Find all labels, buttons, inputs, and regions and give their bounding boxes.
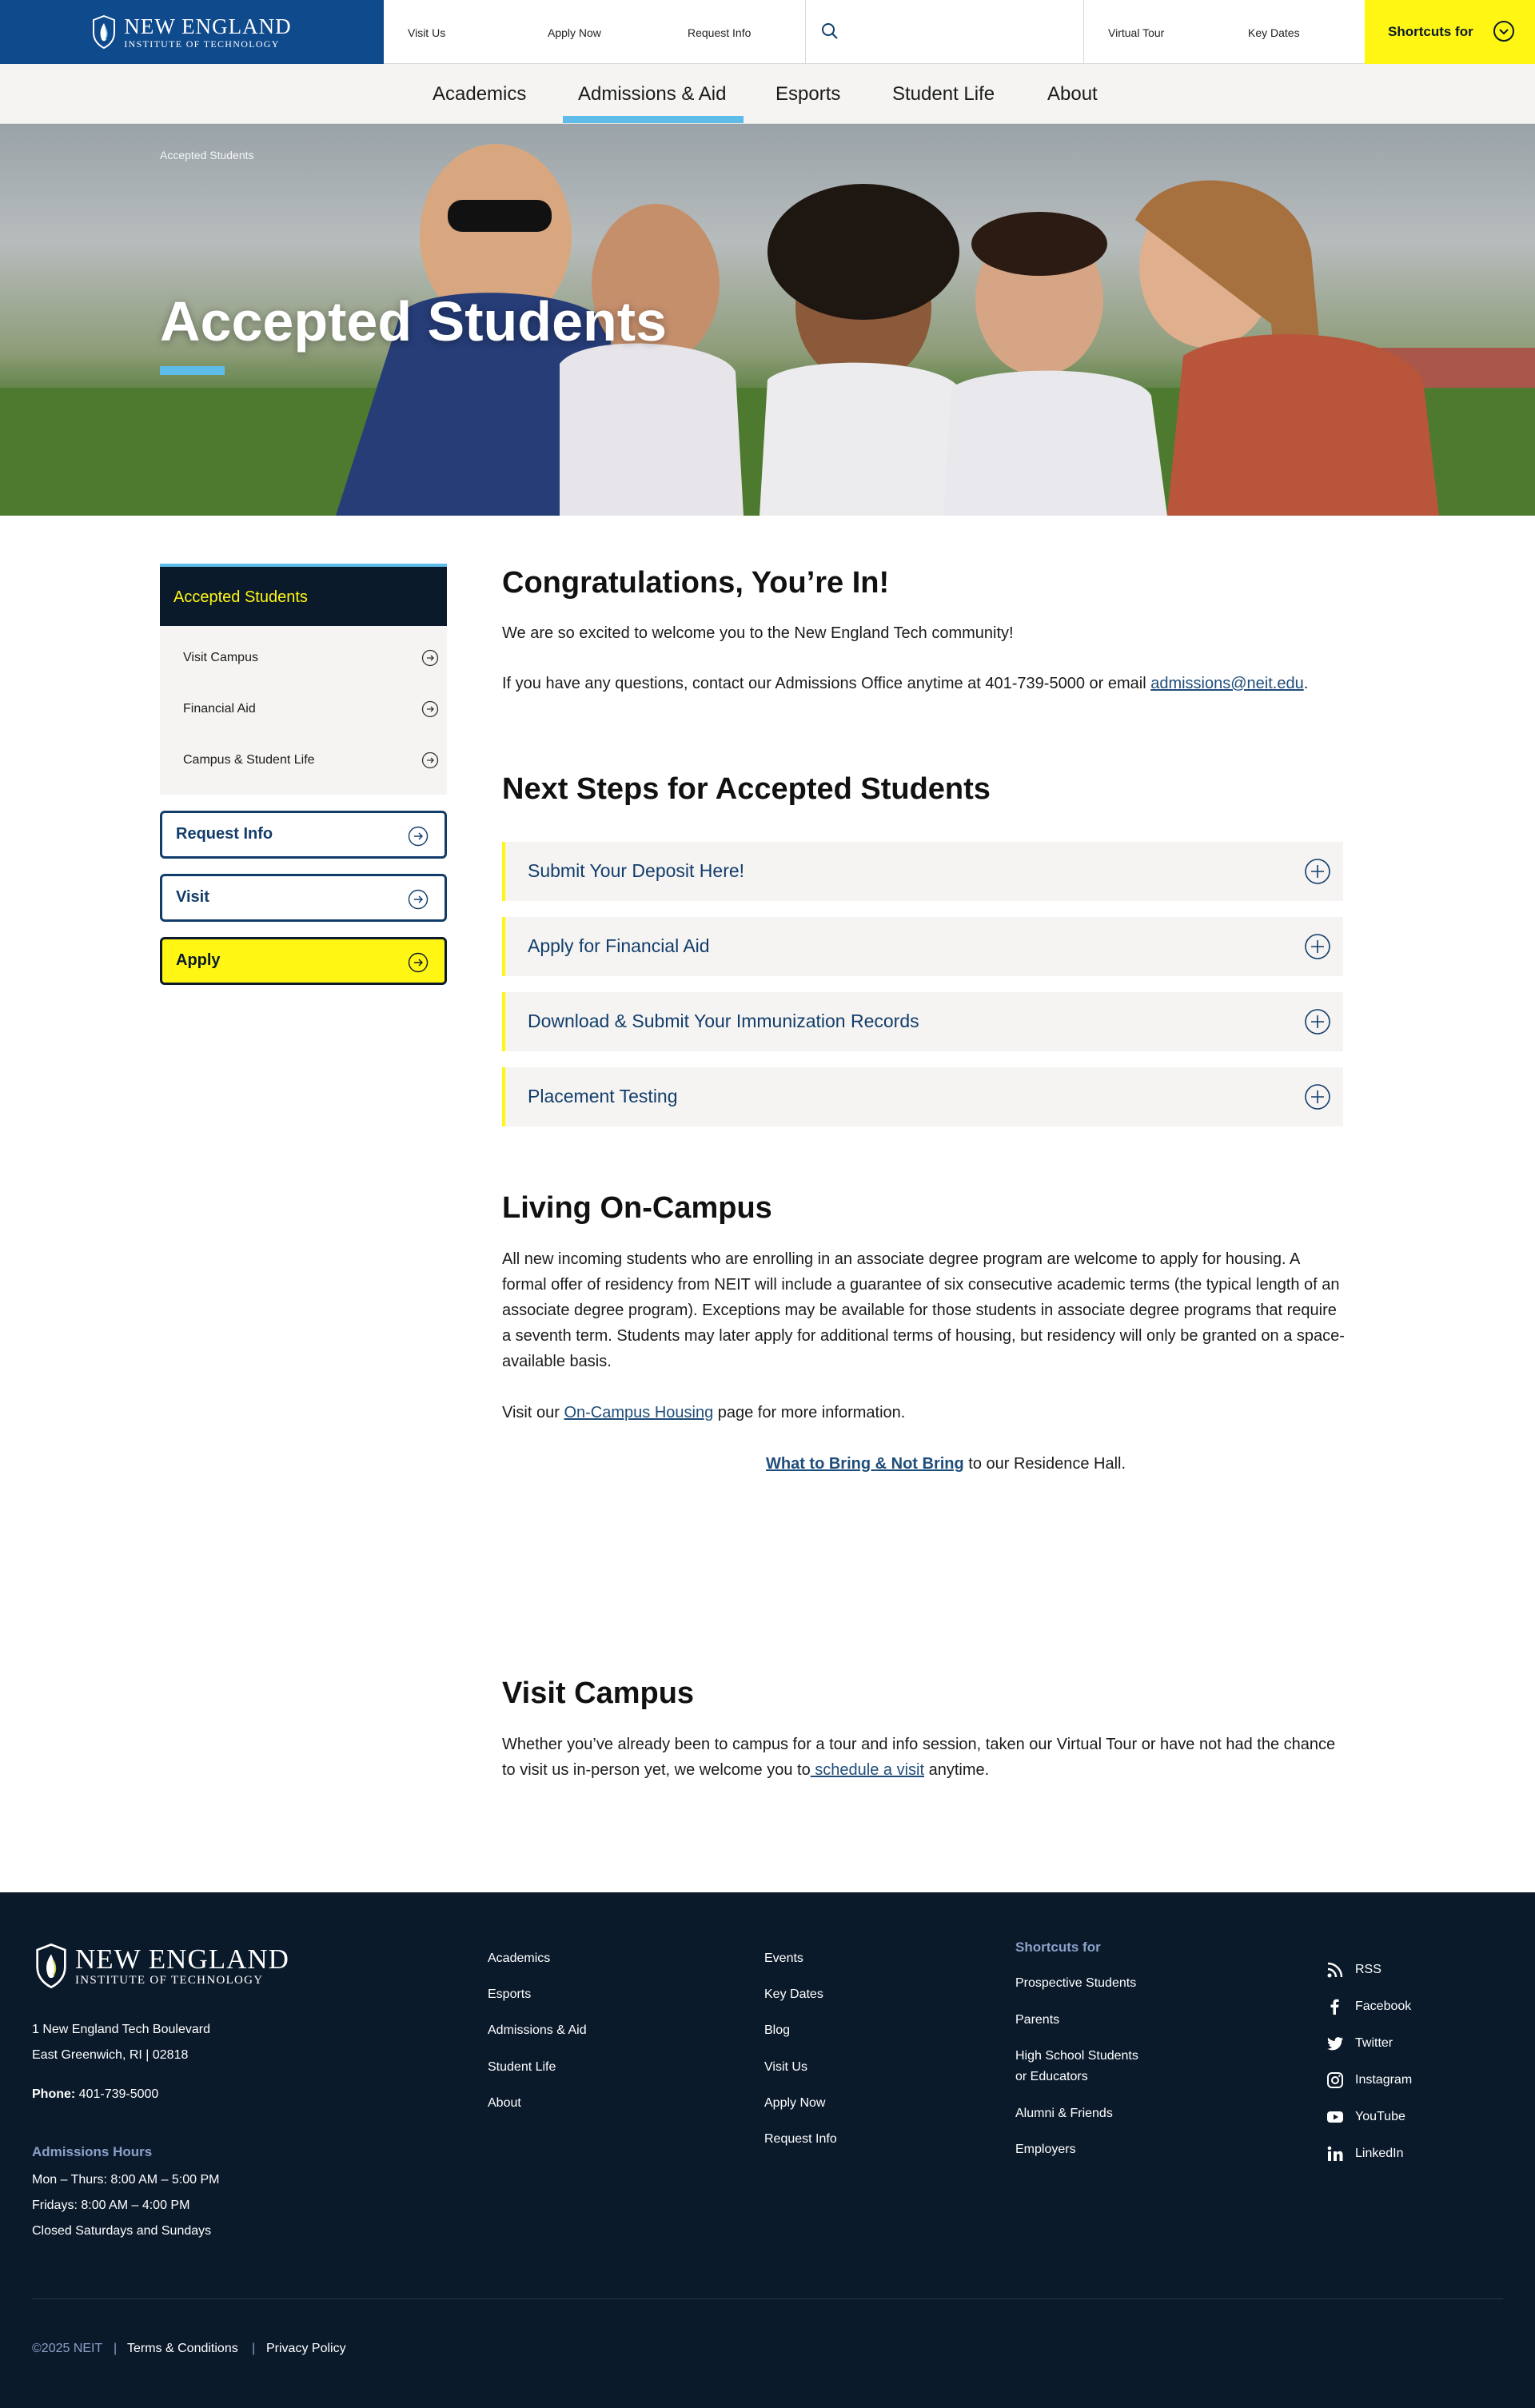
footer-link-student-life[interactable]: Student Life	[488, 2060, 556, 2074]
bring-text-post: to our Residence Hall.	[963, 1455, 1126, 1473]
contact-text-post: .	[1303, 675, 1309, 692]
shortcuts-button[interactable]	[1365, 0, 1535, 64]
visit-text-pre: Whether you’ve already been to campus for a tour and info session, taken our Virtual Tour or have not had the chance to visit us in-person yet, we welcome you to	[502, 1736, 1336, 1779]
logo-title: NEW ENGLAND	[124, 14, 292, 38]
section-heading-next-steps: Next Steps for Accepted Students	[502, 772, 991, 806]
phone-line	[32, 2087, 158, 2102]
footer-link-visit-us[interactable]: Visit Us	[764, 2060, 807, 2074]
search-icon[interactable]	[820, 22, 839, 41]
site-footer	[0, 1892, 1535, 2408]
button-label: Visit	[176, 888, 209, 906]
footer-divider	[32, 2298, 1503, 2299]
section-heading-congratulations: Congratulations, You’re In!	[502, 566, 890, 600]
accordion-placement-testing[interactable]	[502, 1067, 1343, 1126]
footer-link-admissions-aid[interactable]: Admissions & Aid	[488, 2023, 587, 2037]
main-navigation	[0, 64, 1535, 124]
sidebar-item-label: Financial Aid	[183, 702, 256, 716]
social-instagram[interactable]	[1326, 2071, 1412, 2089]
chevron-down-icon	[1493, 20, 1515, 42]
nav-academics[interactable]: Academics	[433, 83, 527, 105]
shortcuts-label: Shortcuts for	[1388, 24, 1473, 39]
hours-line: Fridays: 8:00 AM – 4:00 PM	[32, 2199, 190, 2212]
housing-link-text	[502, 1400, 1346, 1425]
title-accent-bar	[160, 366, 225, 375]
address-line-2: East Greenwich, RI | 02818	[32, 2048, 189, 2062]
search-box[interactable]	[805, 0, 1084, 64]
visit-campus-text	[502, 1732, 1346, 1783]
housing-text: All new incoming students who are enrolling in an associate degree program are welcome to apply for housing. A formal offer of residency from NEIT will include a guarantee of six consecutive academic terms (the typical length of an associate degree program). Exceptions may be available for those students in associate degree programs that require a seventh term. Students may later apply for additional terms of housing, but residency will only be granted on a space-available basis.	[502, 1250, 1345, 1370]
flame-shield-icon	[35, 1944, 67, 1988]
virtual-tour-link[interactable]: Virtual Tour	[1108, 26, 1165, 39]
apply-button[interactable]	[160, 937, 447, 985]
hero-banner	[0, 124, 1535, 516]
instagram-icon	[1326, 2071, 1344, 2089]
phone-label: Phone:	[32, 2087, 76, 2101]
sidebar-item-campus-student-life[interactable]	[183, 753, 439, 777]
arrow-right-icon	[421, 649, 439, 667]
rss-icon	[1326, 1961, 1344, 1979]
accordion-label: Submit Your Deposit Here!	[528, 860, 745, 881]
arrow-right-icon	[408, 952, 429, 973]
footer-link-events[interactable]: Events	[764, 1952, 803, 1965]
social-youtube[interactable]	[1326, 2108, 1405, 2126]
section-heading-living-on-campus: Living On-Campus	[502, 1191, 772, 1225]
welcome-text: We are so excited to welcome you to the New England Tech community!	[502, 624, 1014, 642]
shortcut-alumni-friends[interactable]: Alumni & Friends	[1015, 2107, 1113, 2120]
nav-admissions-aid[interactable]: Admissions & Aid	[578, 83, 727, 105]
plus-circle-icon	[1304, 858, 1331, 885]
footer-link-esports[interactable]: Esports	[488, 1987, 532, 2001]
button-label: Apply	[176, 951, 221, 969]
footer-logo-subtitle: INSTITUTE OF TECHNOLOGY	[75, 1974, 264, 1987]
facebook-icon	[1326, 1998, 1344, 2015]
social-label: YouTube	[1355, 2110, 1405, 2123]
nav-student-life[interactable]: Student Life	[892, 83, 995, 105]
sidebar-item-financial-aid[interactable]	[183, 702, 439, 726]
social-twitter[interactable]	[1326, 2035, 1393, 2052]
shortcut-prospective-students[interactable]: Prospective Students	[1015, 1976, 1137, 1990]
housing-link-pre: Visit our	[502, 1404, 564, 1421]
linkedin-icon	[1326, 2145, 1344, 2163]
admissions-email-link[interactable]: admissions@neit.edu	[1150, 675, 1304, 692]
shortcut-high-school-students[interactable]: High School Students	[1015, 2049, 1138, 2063]
social-facebook[interactable]	[1326, 1998, 1411, 2015]
footer-link-key-dates[interactable]: Key Dates	[764, 1987, 823, 2001]
nav-about[interactable]: About	[1047, 83, 1098, 105]
address-line-1: 1 New England Tech Boulevard	[32, 2023, 210, 2036]
logo-subtitle: INSTITUTE OF TECHNOLOGY	[124, 38, 280, 50]
active-nav-indicator	[563, 116, 744, 123]
footer-link-academics[interactable]: Academics	[488, 1952, 551, 1965]
shortcut-educators[interactable]: or Educators	[1015, 2070, 1088, 2083]
legal-separator: |	[114, 2342, 118, 2355]
arrow-right-icon	[421, 752, 439, 769]
social-label: Twitter	[1355, 2036, 1393, 2050]
sidebar-item-label: Campus & Student Life	[183, 753, 315, 767]
section-heading-visit-campus: Visit Campus	[502, 1676, 695, 1710]
accordion-immunization[interactable]	[502, 992, 1343, 1051]
sidebar-menu	[160, 626, 447, 795]
bring-text	[766, 1451, 1326, 1477]
accordion-deposit[interactable]	[502, 842, 1343, 901]
hours-line: Mon – Thurs: 8:00 AM – 5:00 PM	[32, 2173, 220, 2187]
visit-text-post: anytime.	[924, 1761, 990, 1779]
footer-link-about[interactable]: About	[488, 2096, 521, 2110]
visit-button[interactable]	[160, 874, 447, 922]
youtube-icon	[1326, 2108, 1344, 2126]
social-linkedin[interactable]	[1326, 2145, 1404, 2163]
admissions-hours-label: Admissions Hours	[32, 2144, 153, 2159]
copyright: ©2025 NEIT	[32, 2342, 103, 2355]
flame-shield-icon	[92, 15, 116, 49]
legal-separator: |	[252, 2342, 256, 2355]
terms-conditions-link[interactable]: Terms & Conditions	[127, 2342, 238, 2355]
request-info-button[interactable]	[160, 811, 447, 859]
logo-block[interactable]	[0, 0, 384, 64]
footer-link-apply-now[interactable]: Apply Now	[764, 2096, 826, 2110]
twitter-icon	[1326, 2035, 1344, 2052]
privacy-policy-link[interactable]: Privacy Policy	[266, 2342, 346, 2355]
page-title: Accepted Students	[160, 290, 667, 353]
social-label: Instagram	[1355, 2073, 1413, 2087]
contact-text	[502, 671, 1346, 696]
apply-now-link[interactable]: Apply Now	[548, 26, 601, 39]
social-label: Facebook	[1355, 1999, 1412, 2013]
arrow-right-icon	[408, 826, 429, 847]
what-to-bring-link[interactable]: What to Bring & Not Bring	[766, 1455, 964, 1473]
accordion-label: Download & Submit Your Immunization Records	[528, 1011, 919, 1031]
footer-link-blog[interactable]: Blog	[764, 2023, 791, 2037]
button-label: Request Info	[176, 825, 273, 843]
on-campus-housing-link[interactable]: On-Campus Housing	[564, 1404, 714, 1421]
site-logo[interactable]	[92, 15, 291, 49]
sidebar-item-visit-campus[interactable]	[183, 651, 439, 675]
phone-number[interactable]: 401-739-5000	[78, 2087, 159, 2101]
accordion-label: Apply for Financial Aid	[528, 935, 710, 956]
sidebar-item-label: Visit Campus	[183, 651, 258, 664]
contact-text-pre: If you have any questions, contact our Admissions Office anytime at 401-739-5000 or email	[502, 675, 1151, 692]
sidebar-heading[interactable]: Accepted Students	[160, 564, 447, 626]
housing-link-post: page for more information.	[713, 1404, 906, 1421]
key-dates-link[interactable]: Key Dates	[1248, 26, 1300, 39]
footer-logo[interactable]	[35, 1944, 289, 1988]
plus-circle-icon	[1304, 1008, 1331, 1035]
accordion-financial-aid[interactable]	[502, 917, 1343, 976]
plus-circle-icon	[1304, 1083, 1331, 1110]
request-info-link[interactable]: Request Info	[688, 26, 752, 39]
nav-esports[interactable]: Esports	[775, 83, 841, 105]
social-label: RSS	[1355, 1963, 1382, 1976]
footer-link-request-info[interactable]: Request Info	[764, 2132, 837, 2146]
plus-circle-icon	[1304, 933, 1331, 960]
visit-us-link[interactable]: Visit Us	[408, 26, 446, 39]
accordion-label: Placement Testing	[528, 1086, 678, 1106]
social-label: LinkedIn	[1355, 2147, 1404, 2160]
shortcut-parents[interactable]: Parents	[1015, 2013, 1060, 2027]
shortcut-employers[interactable]: Employers	[1015, 2143, 1076, 2156]
footer-logo-title: NEW ENGLAND	[75, 1944, 289, 1975]
schedule-visit-link[interactable]: schedule a visit	[810, 1761, 925, 1779]
arrow-right-icon	[408, 889, 429, 910]
hours-line: Closed Saturdays and Sundays	[32, 2224, 212, 2238]
utility-links	[384, 0, 806, 64]
arrow-right-icon	[421, 700, 439, 718]
breadcrumb[interactable]: Accepted Students	[160, 149, 254, 161]
social-rss[interactable]	[1326, 1961, 1382, 1979]
top-header	[0, 0, 1535, 64]
footer-shortcuts-label: Shortcuts for	[1015, 1940, 1101, 1955]
